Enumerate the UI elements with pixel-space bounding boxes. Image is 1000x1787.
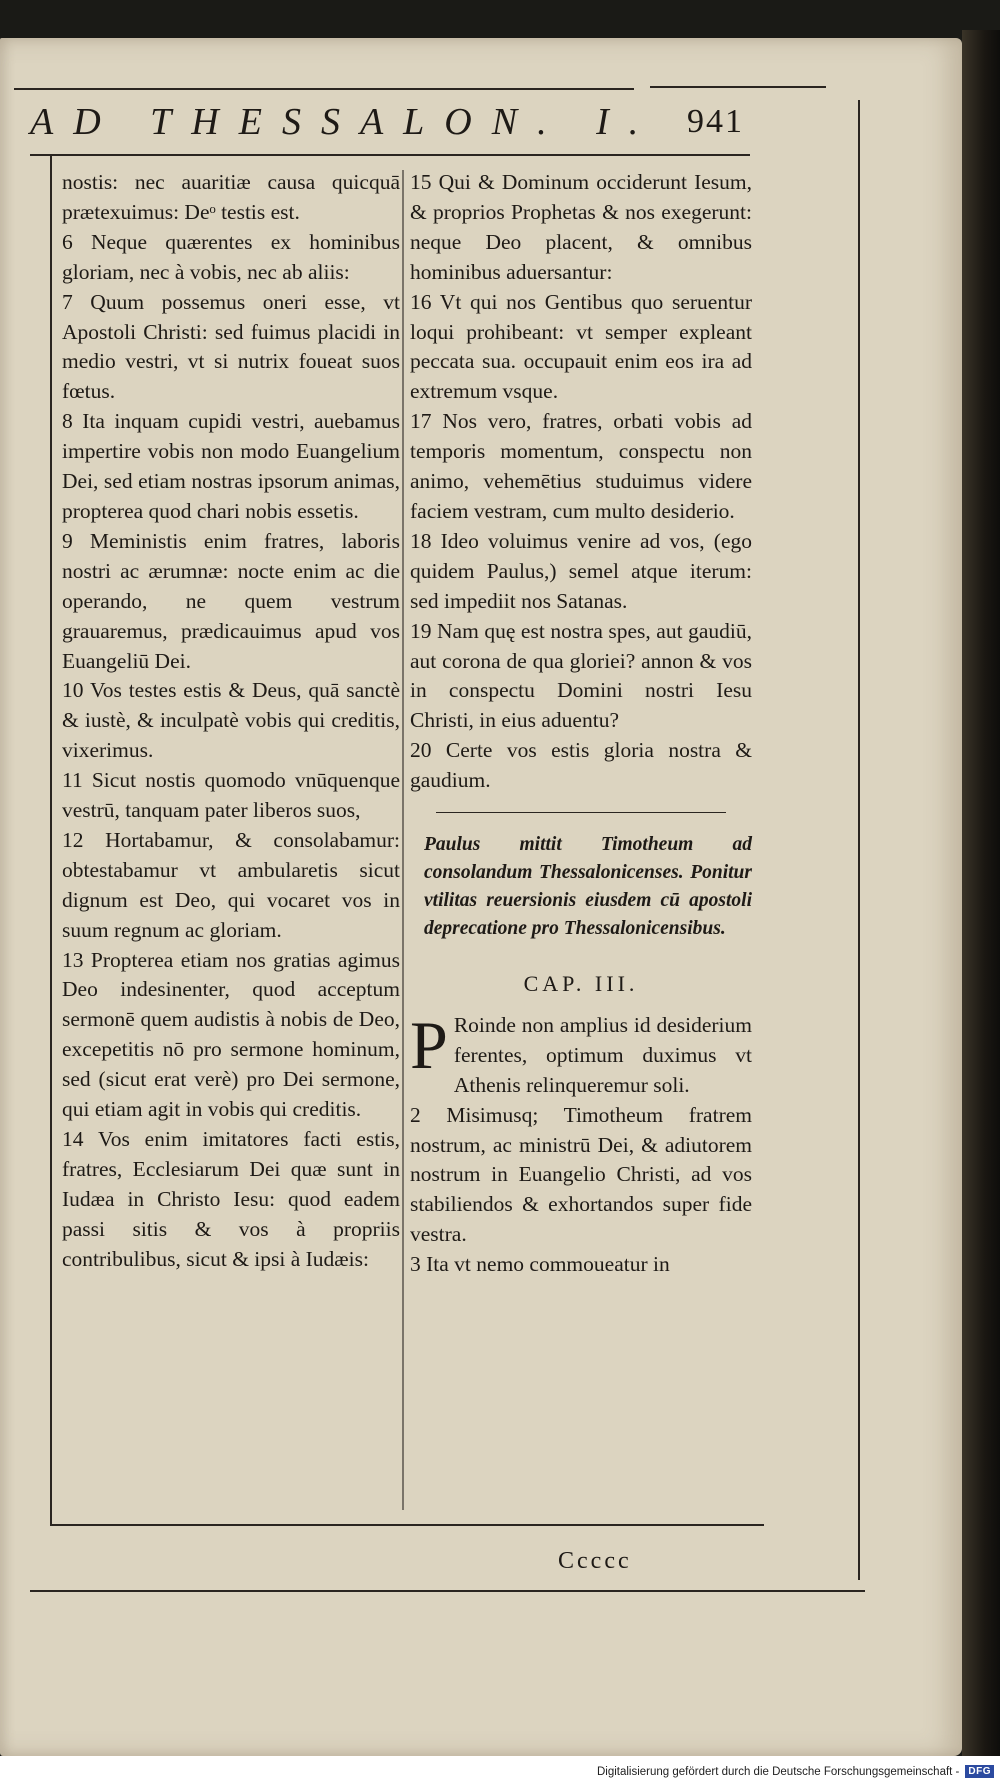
dfg-logo: DFG — [965, 1765, 994, 1778]
right-frame-rule — [858, 100, 860, 1580]
left-frame-rule — [50, 154, 52, 1524]
chapter-summary: Paulus mittit Timotheum ad consolandum Thessalonicenses. Ponitur vtilitas reuersionis eiusdem cū apostoli deprecatione pro Thessalonicensibus. — [424, 834, 752, 940]
verse-text: 13 Propterea etiam nos gratias agimus Deo indesinenter, quod acceptum sermonē quem audistis à nobis de Deo, excepetitis nō pro sermone hominum, sed (sicut erat verè) pro Dei sermone, qui etiam agit in vobis qui creditis. — [62, 947, 400, 1122]
verse-text: nostis: nec auaritiæ causa quicquā prætexuimus: Deᵒ testis est. — [62, 170, 400, 224]
footer-text: Digitalisierung gefördert durch die Deutsche Forschungsgemeinschaft - — [596, 1765, 960, 1778]
top-rule-right — [650, 86, 826, 88]
verse-text: 20 Certe vos estis gloria nostra & gaudium. — [410, 738, 752, 793]
verse-text: 9 Meministis enim fratres, laboris nostri ac ærumnæ: nocte enim ac die operando, ne quem vestrum grauaremus, prædicauimus apud vos Euangeliū Dei. — [62, 528, 400, 673]
top-rule-left — [14, 88, 634, 90]
bottom-rule — [50, 1524, 764, 1526]
page-number: 941 — [687, 103, 744, 140]
verse-text: 11 Sicut nostis quomodo vnūquenque vestrū, tanquam pater liberos suos, — [62, 768, 400, 823]
chapter-verse: 2 Misimusq; Timotheum fratrem nostrum, ac ministrū Dei, & adiutorem nostrum in Euangelio Christi, ad vos stabiliendos & exhortandos super fide vestra. — [410, 1102, 752, 1247]
right-column — [410, 168, 752, 1280]
chapter-verse — [410, 1006, 752, 1101]
base-rule — [30, 1590, 865, 1592]
verse-text: 15 Qui & Dominum occiderunt Iesum, & proprios Prophetas & nos exegerunt: neque Deo placent, & omnibus hominibus aduersantur: — [410, 170, 752, 284]
column-divider — [402, 170, 404, 1510]
left-column — [62, 168, 400, 1275]
section-separator — [436, 812, 726, 813]
verse-text: 10 Vos testes estis & Deus, quā sanctè & iustè, & inculpatè vobis qui creditis, vixerimus. — [62, 678, 400, 763]
chapter-verse: 3 Ita vt nemo commoueatur in — [410, 1252, 670, 1277]
verse-text: 19 Nam quę est nostra spes, aut gaudiū, aut corona de qua gloriei? annon & vos in conspectu Domini nostri Iesu Christi, in eius aduentu? — [410, 618, 752, 733]
verse-text: 16 Vt qui nos Gentibus quo seruentur loqui prohibeant: vt semper expleant peccata sua. occupauit enim eos ira ad extremum vsque. — [410, 289, 752, 404]
verse-text: 6 Neque quærentes ex hominibus gloriam, nec à vobis, nec ab aliis: — [62, 229, 400, 284]
book-edge — [962, 30, 1000, 1765]
digitization-footer — [0, 1756, 1000, 1787]
verse-text: 18 Ideo voluimus venire ad vos, (ego quidem Paulus,) semel atque iterum: sed impediit nos Satanas. — [410, 528, 752, 613]
signature-mark: Ccccc — [558, 1548, 632, 1574]
header-title: AD THESSALON. I. — [30, 101, 659, 143]
verse-text: 8 Ita inquam cupidi vestri, auebamus impertire vobis non modo Euangelium Dei, sed etiam nostras ipsorum animas, propterea quod chari nobis essetis. — [62, 409, 400, 523]
chapter-verse-text: Roinde non amplius id desiderium ferentes, optimum duximus vt Athenis relinqueremur soli. — [453, 1012, 752, 1097]
header-rule — [30, 154, 750, 156]
verse-text: 14 Vos enim imitatores facti estis, fratres, Ecclesiarum Dei quæ sunt in Iudæa in Christo Iesu: quod eadem passi sitis & vos à propriis contribulibus, sicut & ipsi à Iudæis: — [62, 1127, 400, 1271]
verse-text: 17 Nos vero, fratres, orbati vobis ad temporis momentum, conspectu non animo, vehemētius studuimus videre faciem vestram, cum multo desiderio. — [410, 409, 752, 523]
verse-text: 12 Hortabamur, & consolabamur: obtestabamur vt ambularetis sicut dignum est Deo, qui vocaret vos in suum regnum ac gloriam. — [62, 827, 400, 942]
verse-text: 7 Quum possemus oneri esse, vt Apostoli Christi: sed fuimus placidi in medio vestri, vt si nutrix foueat suos fœtus. — [62, 289, 400, 404]
chapter-heading: CAP. III. — [523, 971, 639, 997]
running-header — [30, 94, 750, 150]
drop-cap: P — [410, 1006, 448, 1083]
